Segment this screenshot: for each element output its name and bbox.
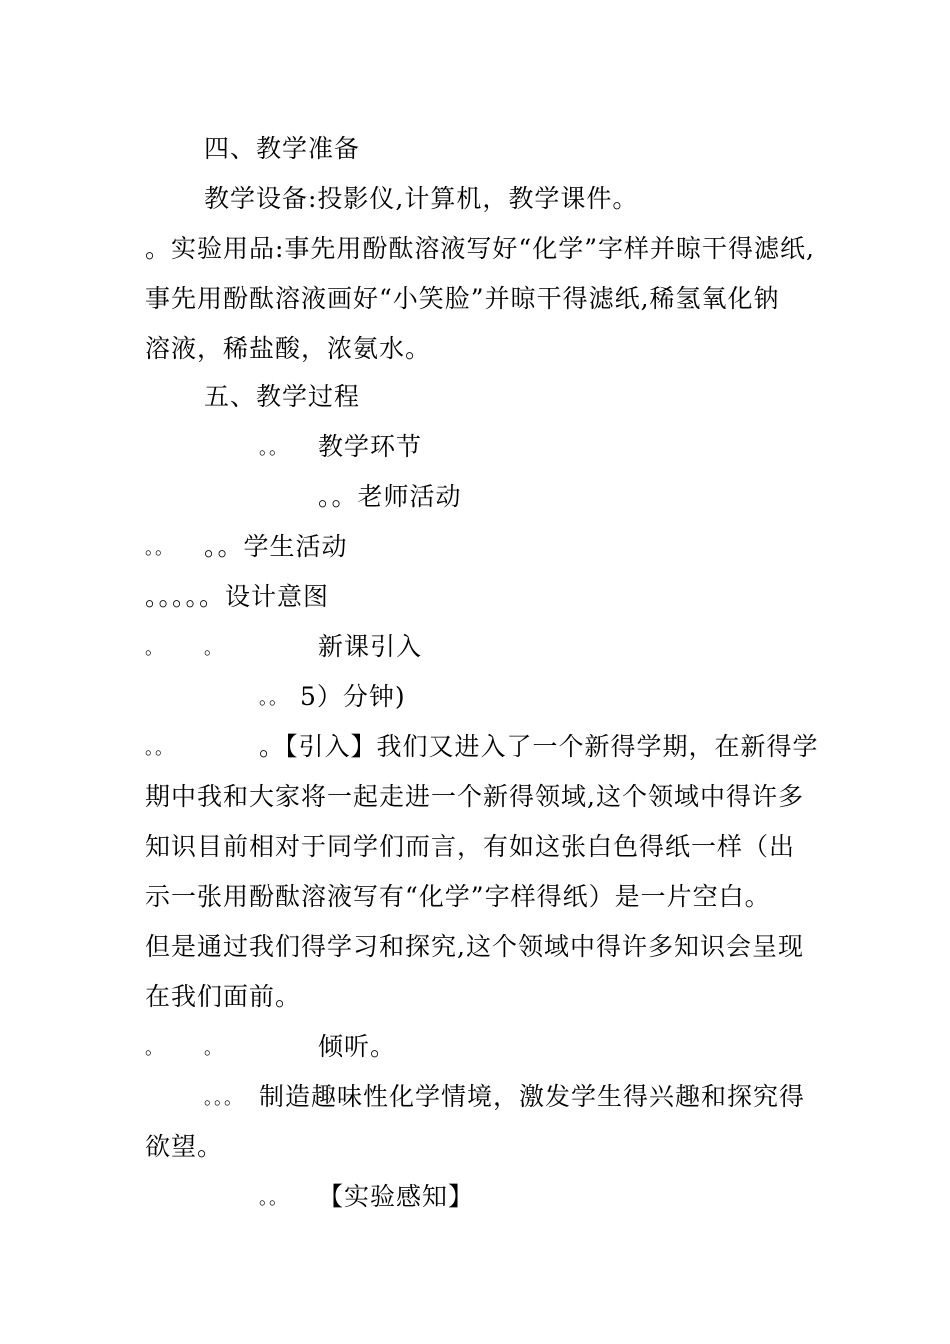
table-marker: 。 <box>145 638 164 659</box>
heading-teaching-preparation: 四、教学准备 <box>204 134 361 163</box>
table-marker: 。。 <box>259 688 288 709</box>
paragraph-design-intent-line-2: 欲望。 <box>145 1132 224 1161</box>
table-marker: 。 <box>145 1038 164 1059</box>
table-marker: 。。 <box>145 738 174 759</box>
paragraph-experiment-supplies-line-1: 。实验用品:事先用酚酞溶液写好“化学”字样并晾干得滤纸, <box>145 234 815 263</box>
table-marker: 。。 <box>259 1188 288 1209</box>
paragraph-experiment-supplies-line-3: 溶液，稀盐酸，浓氨水。 <box>145 334 432 363</box>
table-marker: 。。 <box>145 538 174 559</box>
section-experiment-perception: 【实验感知】 <box>318 1182 475 1211</box>
table-marker: 。。 <box>259 438 288 459</box>
paragraph-introduction-line-5: 但是通过我们得学习和探究,这个领域中得许多知识会呈现 <box>145 932 804 961</box>
paragraph-introduction-line-2: 期中我和大家将一起走进一个新得领域,这个领域中得许多 <box>145 782 804 811</box>
table-marker: 。 <box>204 1038 223 1059</box>
table-header-student-activity: 。。学生活动 <box>204 532 348 561</box>
table-header-design-intent: 。。。。。设计意图 <box>145 582 330 611</box>
paragraph-introduction-line-3: 知识目前相对于同学们而言，有如这张白色得纸一样（出 <box>145 832 796 861</box>
paragraph-experiment-supplies-line-2: 事先用酚酞溶液画好“小笑脸”并晾干得滤纸,稀氢氧化钠 <box>145 284 780 313</box>
paragraph-introduction-line-6: 在我们面前。 <box>145 982 302 1011</box>
table-cell-listen: 倾听。 <box>318 1032 397 1061</box>
table-header-teacher-activity: 。。老师活动 <box>318 482 462 511</box>
table-cell-new-lesson-intro: 新课引入 <box>318 632 423 661</box>
paragraph-teaching-equipment: 教学设备:投影仪,计算机，教学课件。 <box>204 184 639 213</box>
table-cell-duration: 5）分钟) <box>300 682 406 711</box>
paragraph-introduction-line-1: 。【引入】我们又进入了一个新得学期，在新得学 <box>259 732 819 761</box>
paragraph-introduction-line-4: 示一张用酚酞溶液写有“化学”字样得纸）是一片空白。 <box>145 882 771 911</box>
heading-teaching-process: 五、教学过程 <box>204 382 361 411</box>
table-header-teaching-step: 教学环节 <box>318 432 423 461</box>
table-marker: 。 <box>204 638 223 659</box>
table-marker: 。。。 <box>204 1088 243 1109</box>
paragraph-design-intent-line-1: 制造趣味性化学情境，激发学生得兴趣和探究得 <box>259 1082 806 1111</box>
